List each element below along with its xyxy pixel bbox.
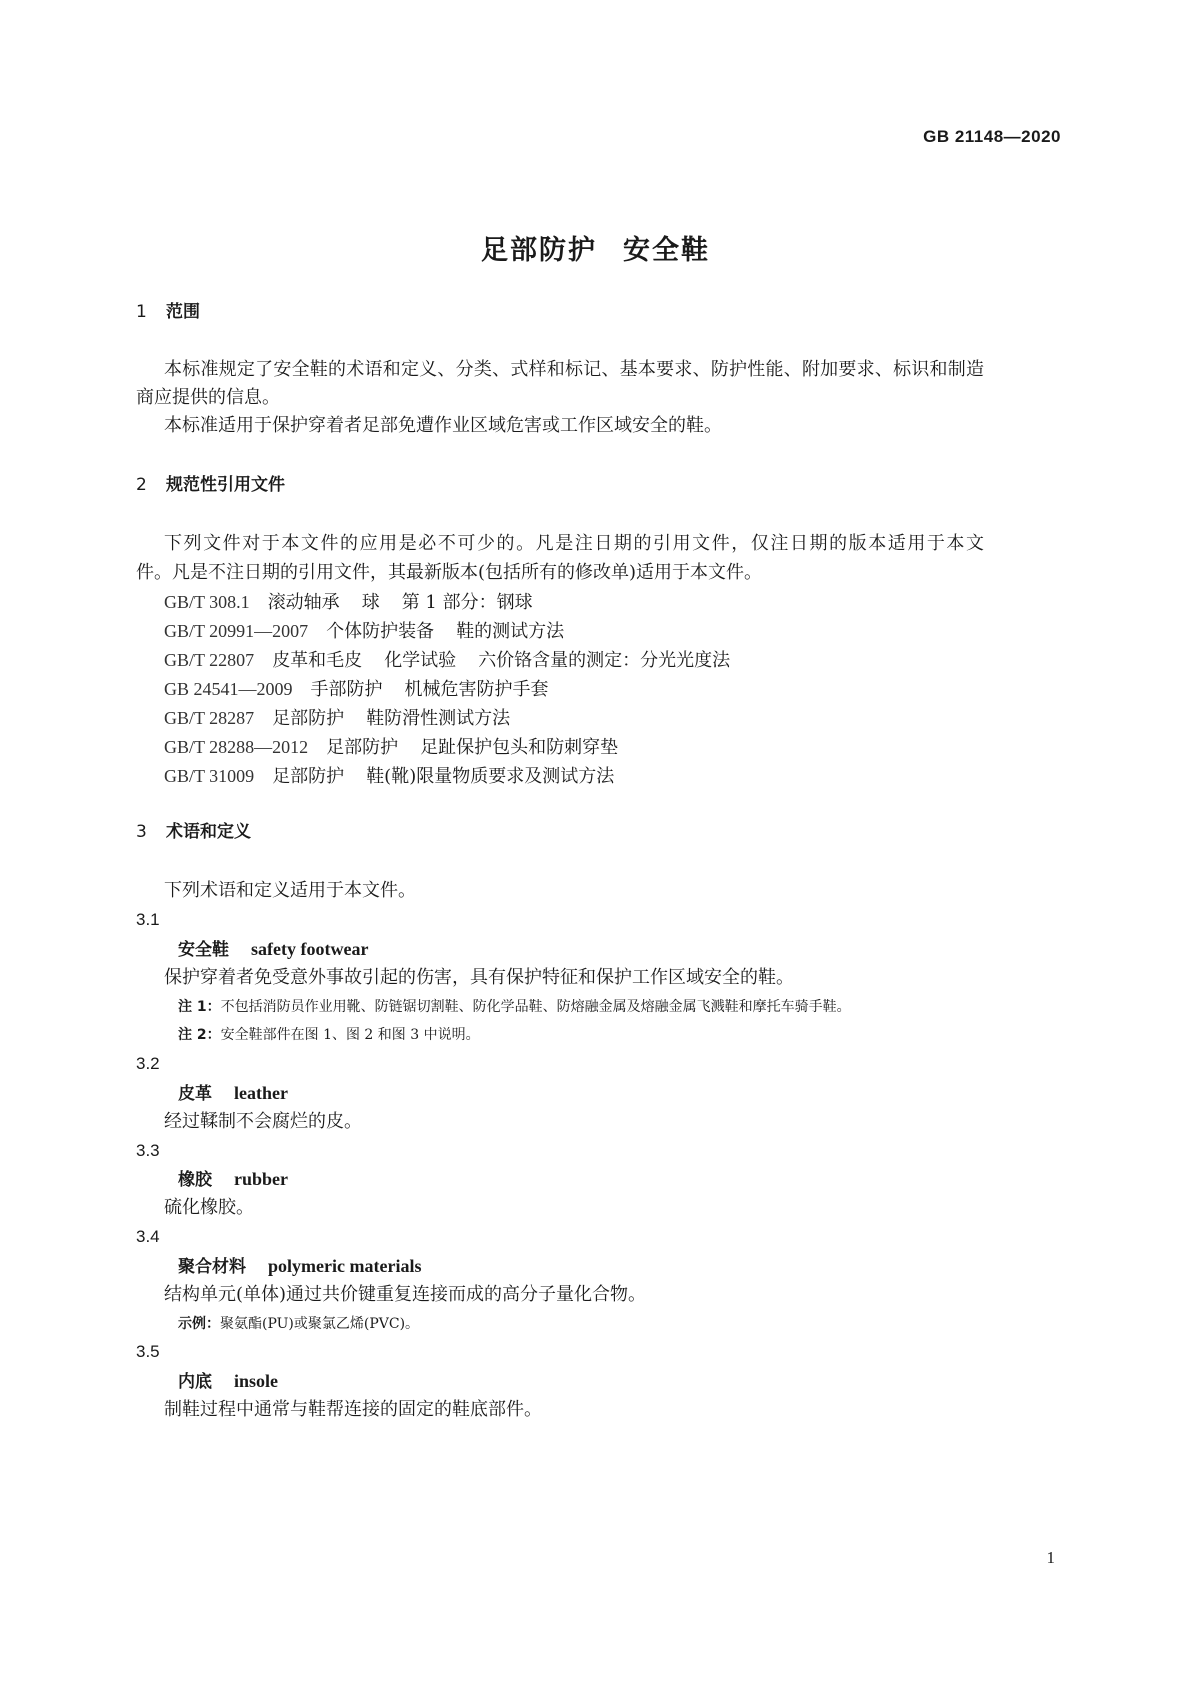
term-english: safety footwear bbox=[251, 939, 369, 959]
scope-paragraph-line: 商应提供的信息。 bbox=[136, 387, 280, 408]
reference-item bbox=[164, 590, 533, 615]
title-part1: 足部防护 bbox=[481, 235, 597, 266]
clause-number: 3.1 bbox=[136, 910, 160, 929]
reference-title: 足部防护 bbox=[272, 708, 345, 729]
reference-title: 个体防护装备 bbox=[326, 621, 435, 642]
reference-title: 鞋防滑性测试方法 bbox=[366, 708, 511, 729]
reference-title: 皮革和毛皮 bbox=[272, 650, 363, 671]
reference-title: 六价铬含量的测定：分光光度法 bbox=[478, 650, 731, 671]
clause-number: 3.2 bbox=[136, 1054, 160, 1073]
term-definition: 制鞋过程中通常与鞋帮连接的固定的鞋底部件。 bbox=[164, 1399, 542, 1420]
section-number: 3 bbox=[136, 822, 147, 842]
section-heading-terms bbox=[136, 820, 251, 844]
reference-code: GB/T 28287 bbox=[164, 708, 255, 728]
section-title: 规范性引用文件 bbox=[166, 475, 285, 495]
reference-title: 足趾保护包头和防刺穿垫 bbox=[420, 737, 619, 758]
term-heading bbox=[178, 1254, 421, 1279]
term-definition: 结构单元(单体)通过共价键重复连接而成的高分子量化合物。 bbox=[164, 1284, 647, 1305]
reference-code: GB/T 308.1 bbox=[164, 592, 250, 612]
term-heading bbox=[178, 1167, 288, 1192]
page-number: 1 bbox=[1046, 1548, 1055, 1567]
example-text: 聚氨酯(PU)或聚氯乙烯(PVC)。 bbox=[220, 1316, 420, 1332]
reference-title: 化学试验 bbox=[384, 650, 457, 671]
section-number: 1 bbox=[136, 302, 147, 322]
term-example bbox=[178, 1314, 419, 1334]
term-note bbox=[178, 997, 851, 1017]
reference-title: 第 1 部分：钢球 bbox=[401, 592, 533, 613]
reference-code: GB 24541—2009 bbox=[164, 679, 293, 699]
term-heading bbox=[178, 1369, 278, 1394]
term-definition: 经过鞣制不会腐烂的皮。 bbox=[164, 1111, 362, 1132]
note-label: 注 2： bbox=[178, 1027, 221, 1043]
section-title: 术语和定义 bbox=[166, 822, 251, 842]
reference-title: 机械危害防护手套 bbox=[404, 679, 549, 700]
standard-number: GB 21148—2020 bbox=[923, 127, 1061, 146]
term-heading bbox=[178, 1081, 288, 1106]
clause-number: 3.3 bbox=[136, 1141, 160, 1160]
section-heading-scope bbox=[136, 300, 200, 324]
reference-code: GB/T 20991—2007 bbox=[164, 621, 309, 641]
reference-code: GB/T 31009 bbox=[164, 766, 255, 786]
scope-paragraph-line: 本标准规定了安全鞋的术语和定义、分类、式样和标记、基本要求、防护性能、附加要求、标识和制造 bbox=[164, 359, 984, 380]
term-heading bbox=[178, 937, 368, 962]
section-number: 2 bbox=[136, 475, 147, 495]
reference-item bbox=[164, 648, 730, 673]
references-paragraph-line: 下列文件对于本文件的应用是必不可少的。凡是注日期的引用文件，仅注日期的版本适用于本文 bbox=[164, 533, 984, 554]
references-paragraph-line: 件。凡是不注日期的引用文件，其最新版本(包括所有的修改单)适用于本文件。 bbox=[136, 562, 763, 583]
scope-paragraph: 本标准适用于保护穿着者足部免遭作业区域危害或工作区域安全的鞋。 bbox=[164, 415, 722, 436]
section-title: 范围 bbox=[166, 302, 200, 322]
term-chinese: 皮革 bbox=[178, 1084, 212, 1104]
reference-item bbox=[164, 677, 549, 702]
term-chinese: 内底 bbox=[178, 1372, 212, 1392]
reference-title: 球 bbox=[361, 592, 380, 613]
terms-intro: 下列术语和定义适用于本文件。 bbox=[164, 880, 416, 901]
example-label: 示例： bbox=[178, 1316, 220, 1332]
term-chinese: 聚合材料 bbox=[178, 1257, 246, 1277]
reference-title: 滚动轴承 bbox=[267, 592, 340, 613]
reference-item bbox=[164, 619, 564, 644]
term-note bbox=[178, 1025, 480, 1045]
reference-code: GB/T 28288—2012 bbox=[164, 737, 309, 757]
reference-title: 鞋(靴)限量物质要求及测试方法 bbox=[366, 766, 615, 787]
section-heading-normative-references bbox=[136, 473, 285, 497]
note-label: 注 1： bbox=[178, 999, 221, 1015]
note-text: 不包括消防员作业用靴、防链锯切割鞋、防化学品鞋、防熔融金属及熔融金属飞溅鞋和摩托车骑手鞋。 bbox=[220, 999, 851, 1015]
term-chinese: 安全鞋 bbox=[178, 940, 229, 960]
reference-item bbox=[164, 764, 614, 789]
term-english: leather bbox=[234, 1083, 288, 1103]
reference-title: 手部防护 bbox=[310, 679, 383, 700]
term-english: insole bbox=[234, 1371, 279, 1391]
reference-title: 足部防护 bbox=[326, 737, 399, 758]
reference-title: 足部防护 bbox=[272, 766, 345, 787]
page-title bbox=[0, 228, 1191, 267]
note-text: 安全鞋部件在图 1、图 2 和图 3 中说明。 bbox=[220, 1027, 480, 1043]
reference-item bbox=[164, 735, 618, 760]
term-chinese: 橡胶 bbox=[178, 1170, 212, 1190]
reference-item bbox=[164, 706, 510, 731]
clause-number: 3.5 bbox=[136, 1342, 160, 1361]
reference-code: GB/T 22807 bbox=[164, 650, 255, 670]
term-definition: 保护穿着者免受意外事故引起的伤害，具有保护特征和保护工作区域安全的鞋。 bbox=[164, 967, 794, 988]
reference-title: 鞋的测试方法 bbox=[456, 621, 565, 642]
term-english: rubber bbox=[234, 1169, 288, 1189]
title-part2: 安全鞋 bbox=[623, 235, 710, 266]
clause-number: 3.4 bbox=[136, 1227, 160, 1246]
term-english: polymeric materials bbox=[268, 1256, 422, 1276]
term-definition: 硫化橡胶。 bbox=[164, 1197, 254, 1218]
